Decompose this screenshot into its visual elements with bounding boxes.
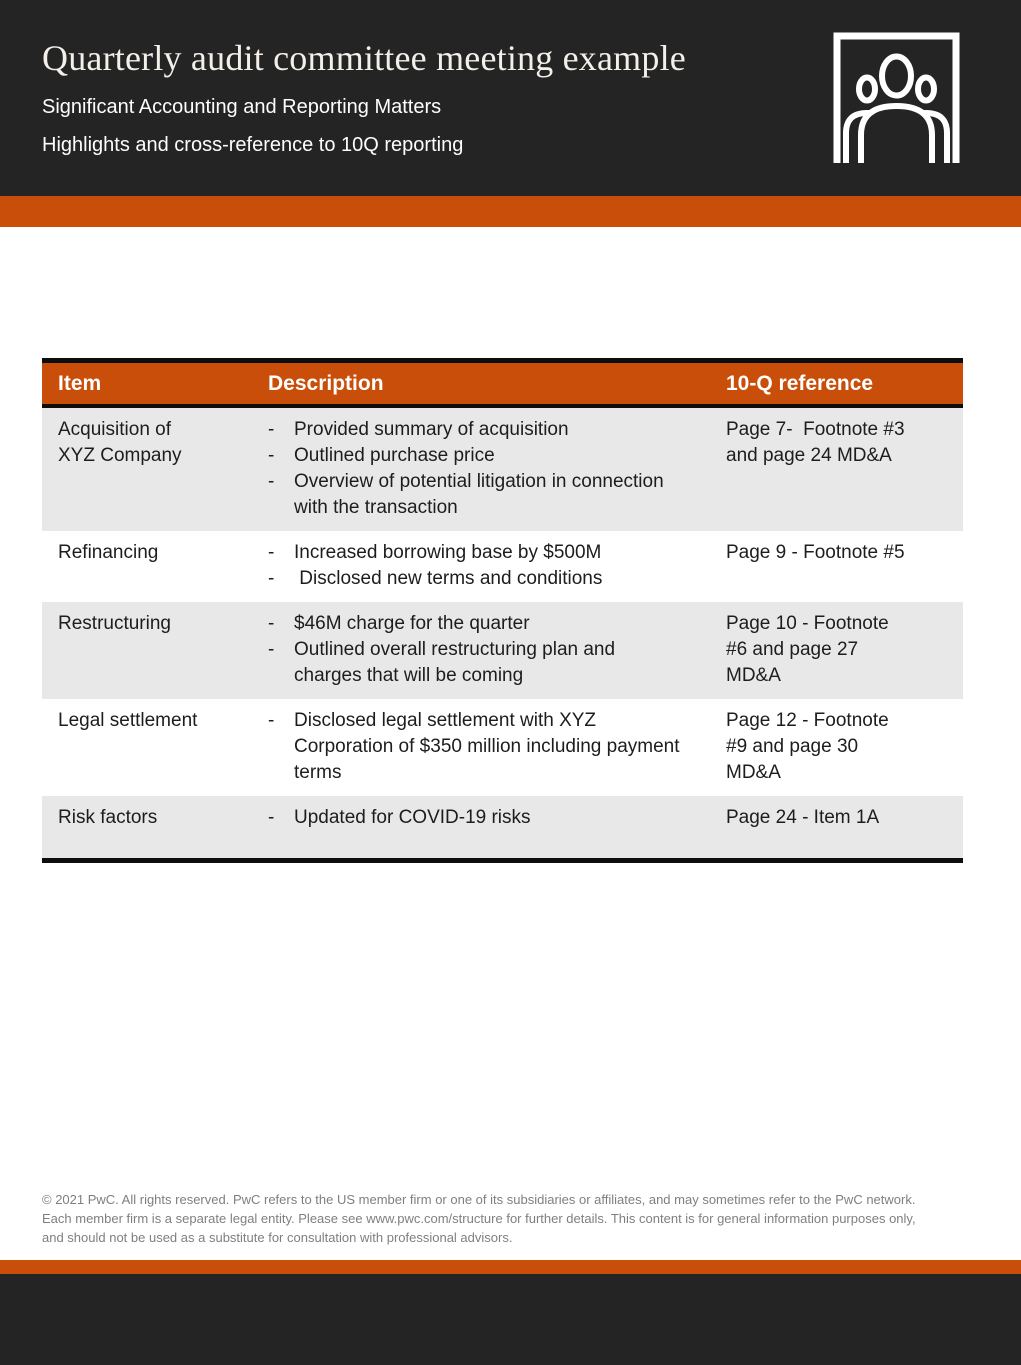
- header-accent-bar: [0, 196, 1021, 227]
- bullet-dash: [268, 805, 294, 831]
- page-title: Quarterly audit committee meeting example: [42, 38, 686, 78]
- bullet-dash: [268, 637, 294, 663]
- description-cell: [252, 796, 710, 858]
- item-cell: Refinancing: [58, 542, 159, 563]
- description-cell: [252, 699, 710, 796]
- item-cell: Risk factors: [58, 807, 158, 828]
- masthead: [0, 0, 1021, 196]
- legal-line: © 2021 PwC. All rights reserved. PwC refers to the US member firm or one of its subsidiaries or affiliates, and may sometimes refer to the PwC network.: [42, 1192, 916, 1207]
- bullet-item: - Provided summary of acquisition: [268, 417, 710, 443]
- bullet-item: - Disclosed new terms and conditions: [268, 566, 710, 592]
- bullet-item: - Outlined overall restructuring plan and charges that will be coming: [268, 637, 710, 689]
- description-cell: [252, 408, 710, 531]
- reference-cell: Page 24 - Item 1A: [726, 807, 880, 828]
- table-row: [42, 699, 963, 796]
- reference-cell: Page 7- Footnote #3 and page 24 MD&A: [726, 419, 905, 466]
- bullet-item: - $46M charge for the quarter: [268, 611, 710, 637]
- bullet-dash: [268, 443, 294, 469]
- bullet-dash: [268, 540, 294, 566]
- description-cell: [252, 531, 710, 602]
- column-header-description: Description: [268, 372, 384, 395]
- table-row: [42, 531, 963, 602]
- legal-line: and should not be used as a substitute for consultation with professional advisors.: [42, 1230, 513, 1245]
- reference-cell: Page 12 - Footnote #9 and page 30 MD&A: [726, 710, 889, 783]
- table-header-row: [42, 363, 963, 408]
- bullet-dash: [268, 566, 294, 592]
- item-cell: Restructuring: [58, 613, 171, 634]
- item-cell: Legal settlement: [58, 710, 198, 731]
- subtitle-accounting-matters: Significant Accounting and Reporting Matters: [42, 96, 442, 118]
- bullet-item: - Increased borrowing base by $500M: [268, 540, 710, 566]
- bullet-dash: [268, 469, 294, 495]
- matters-table: [42, 358, 963, 863]
- table-row: [42, 408, 963, 531]
- footer-dark-bar: [0, 1274, 1021, 1365]
- committee-people-icon: [830, 29, 963, 163]
- bullet-dash: [268, 417, 294, 443]
- bullet-item: - Overview of potential litigation in connection with the transaction: [268, 469, 710, 521]
- legal-footer: [42, 1190, 972, 1247]
- reference-cell: Page 10 - Footnote #6 and page 27 MD&A: [726, 613, 889, 686]
- bullet-dash: [268, 611, 294, 637]
- bullet-item: - Outlined purchase price: [268, 443, 710, 469]
- table-row: [42, 796, 963, 858]
- bullet-dash: [268, 708, 294, 734]
- bullet-item: - Disclosed legal settlement with XYZ Corporation of $350 million including payment terms: [268, 708, 710, 786]
- legal-line: Each member firm is a separate legal entity. Please see www.pwc.com/structure for further details. This content is for general information purposes only,: [42, 1211, 916, 1226]
- column-header-item: Item: [58, 372, 102, 395]
- subtitle-10q-reporting: Highlights and cross-reference to 10Q reporting: [42, 134, 464, 156]
- table-row: [42, 602, 963, 699]
- reference-cell: Page 9 - Footnote #5: [726, 542, 905, 563]
- footer-accent-bar: [0, 1260, 1021, 1274]
- bullet-item: - Updated for COVID-19 risks: [268, 805, 710, 831]
- item-cell: Acquisition of XYZ Company: [58, 419, 182, 466]
- description-cell: [252, 602, 710, 699]
- column-header-10q-reference: 10-Q reference: [726, 372, 874, 395]
